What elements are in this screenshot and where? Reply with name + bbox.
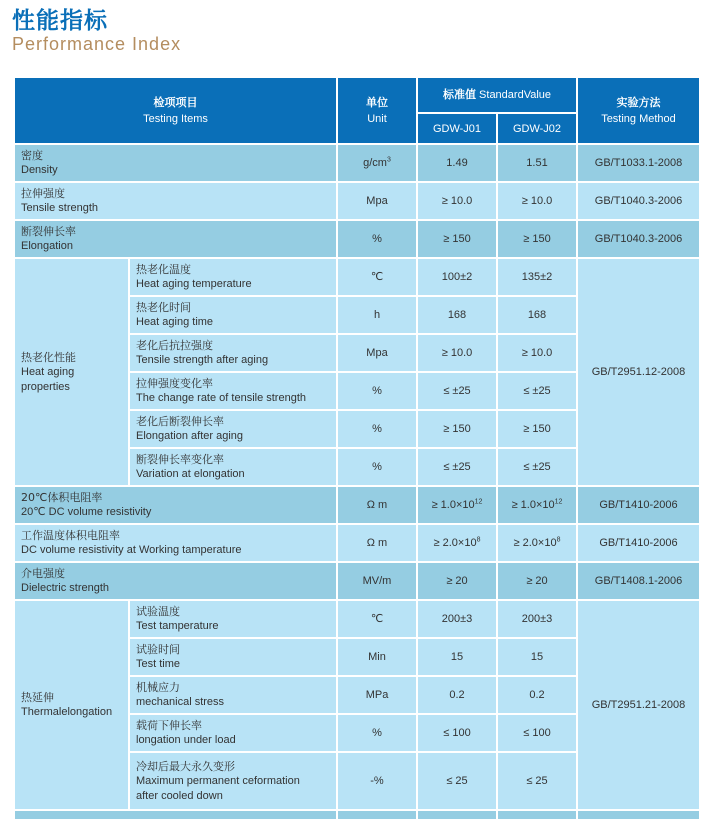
j02-value: ≥ 20 xyxy=(497,562,577,600)
page-title-en: Performance Index xyxy=(12,34,182,54)
sub-item-cn: 冷却后最大永久变形 xyxy=(136,759,235,773)
j02-value: ≥ 150 xyxy=(497,410,577,448)
unit-cell xyxy=(337,144,417,182)
sub-item-en: Heat aging temperature xyxy=(136,278,252,290)
group-cn: 热延伸 xyxy=(21,691,54,704)
sub-item-cn: 机械应力 xyxy=(136,681,180,694)
sub-item-cn: 试验时间 xyxy=(136,643,180,656)
sub-item-label xyxy=(129,410,337,448)
performance-table xyxy=(13,76,701,821)
table-row-test-temperature xyxy=(14,600,700,638)
header-testing-items xyxy=(14,77,337,144)
table-row-resistivity-working xyxy=(14,524,700,562)
j02-value: ≥ 10.0 xyxy=(497,182,577,220)
header-gdw-j01: GDW-J01 xyxy=(417,113,497,144)
item-cn: 密度 xyxy=(21,149,43,162)
j01-value: ≤ ±25 xyxy=(417,372,497,410)
group-cn: 热老化性能 xyxy=(21,350,76,364)
j02-value: ≤ ±25 xyxy=(497,372,577,410)
method-value: GB/T1040.3-2006 xyxy=(577,182,700,220)
j02-value: 15 xyxy=(497,638,577,676)
header-unit-cn: 单位 xyxy=(366,95,388,109)
sub-item-label xyxy=(129,600,337,638)
j01-value: ≤ ±25 xyxy=(417,448,497,486)
item-en: DC volume resistivity at Working tamperature xyxy=(21,544,242,556)
header-method-en: Testing Method xyxy=(601,112,676,125)
table-row-cutoff xyxy=(14,810,700,820)
unit-cell: Min xyxy=(337,638,417,676)
unit-cell: Mpa xyxy=(337,334,417,372)
sub-item-cn: 热老化时间 xyxy=(136,301,191,314)
unit-cell: % xyxy=(337,220,417,258)
unit-cell: -% xyxy=(337,752,417,810)
cutoff-cell xyxy=(577,810,700,820)
table-row-elongation xyxy=(14,220,700,258)
sub-item-label xyxy=(129,372,337,410)
item-cn: 20℃体积电阻率 xyxy=(21,491,103,504)
item-en: Density xyxy=(21,164,58,176)
group-en: Thermalelongation xyxy=(21,706,113,718)
table-row-dielectric xyxy=(14,562,700,600)
sub-item-en-line1: Maximum permanent ceformation xyxy=(136,774,300,787)
sub-item-label xyxy=(129,714,337,752)
item-en: Dielectric strength xyxy=(21,582,110,594)
unit-cell: Ω m xyxy=(337,486,417,524)
sub-item-label xyxy=(129,676,337,714)
item-label xyxy=(14,182,337,220)
page-title-cn: 性能指标 xyxy=(12,8,108,34)
j01-value: 15 xyxy=(417,638,497,676)
item-cn: 断裂伸长率 xyxy=(21,225,76,238)
item-label xyxy=(14,144,337,182)
sub-item-en: Elongation after aging xyxy=(136,430,244,442)
j01-value: ≥ 150 xyxy=(417,220,497,258)
group-label-heat-aging xyxy=(14,258,129,486)
j02-value: 200±3 xyxy=(497,600,577,638)
unit-cell: ℃ xyxy=(337,258,417,296)
unit-cell: % xyxy=(337,448,417,486)
j02-value: ≥ 150 xyxy=(497,220,577,258)
unit-sup: 3 xyxy=(386,156,391,164)
unit-cell: ℃ xyxy=(337,600,417,638)
unit-cell: % xyxy=(337,410,417,448)
sub-item-label xyxy=(129,448,337,486)
j01-exponent: 12 xyxy=(474,498,483,506)
item-en: Elongation xyxy=(21,240,73,252)
j01-value: 100±2 xyxy=(417,258,497,296)
j02-value: ≤ ±25 xyxy=(497,448,577,486)
sub-item-en: Test tamperature xyxy=(136,620,219,632)
j01-value: 1.49 xyxy=(417,144,497,182)
header-standard-cn: 标准值 xyxy=(442,88,476,101)
unit-text: g/cm xyxy=(363,157,387,169)
sub-item-cn: 试验温度 xyxy=(136,605,180,618)
unit-cell: MV/m xyxy=(337,562,417,600)
j01-value: 0.2 xyxy=(417,676,497,714)
j01-value: 168 xyxy=(417,296,497,334)
sub-item-en: Variation at elongation xyxy=(136,468,245,480)
j01-value: ≤ 25 xyxy=(417,752,497,810)
group-label-thermal-elongation xyxy=(14,600,129,810)
table-row-resistivity-20c xyxy=(14,486,700,524)
sub-item-en: Heat aging time xyxy=(136,316,214,328)
j01-value: ≥ 10.0 xyxy=(417,334,497,372)
cutoff-cell xyxy=(497,810,577,820)
cutoff-cell xyxy=(417,810,497,820)
sub-item-cn: 断裂伸长率变化率 xyxy=(136,453,224,466)
header-gdw-j02: GDW-J02 xyxy=(497,113,577,144)
j01-exponent: 8 xyxy=(476,536,481,544)
sub-item-en-line2: after cooled down xyxy=(136,789,223,802)
j02-value: 168 xyxy=(497,296,577,334)
unit-cell: % xyxy=(337,372,417,410)
j02-base: ≥ 2.0×10 xyxy=(513,537,557,549)
method-value: GB/T1410-2006 xyxy=(577,486,700,524)
j02-value: 0.2 xyxy=(497,676,577,714)
unit-cell: MPa xyxy=(337,676,417,714)
sub-item-label xyxy=(129,752,337,810)
sub-item-en: The change rate of tensile strength xyxy=(136,392,306,404)
j02-value: ≥ 10.0 xyxy=(497,334,577,372)
header-method-cn: 实验方法 xyxy=(616,95,661,109)
cutoff-cell xyxy=(14,810,337,820)
method-value: GB/T1410-2006 xyxy=(577,524,700,562)
unit-cell: % xyxy=(337,714,417,752)
item-cn: 拉伸强度 xyxy=(21,187,65,200)
method-value: GB/T1408.1-2006 xyxy=(577,562,700,600)
header-items-en: Testing Items xyxy=(143,112,208,125)
j02-exponent: 8 xyxy=(556,536,561,544)
j02-value xyxy=(497,486,577,524)
header-unit-en: Unit xyxy=(367,112,387,125)
j02-value xyxy=(497,524,577,562)
j02-value: ≤ 25 xyxy=(497,752,577,810)
sub-item-cn: 老化后抗拉强度 xyxy=(136,339,213,352)
sub-item-cn: 拉伸强度变化率 xyxy=(136,377,213,390)
header-standard-value xyxy=(417,77,577,113)
sub-item-en: Tensile strength after aging xyxy=(136,354,269,366)
method-value: GB/T2951.21-2008 xyxy=(577,600,700,810)
method-value: GB/T2951.12-2008 xyxy=(577,258,700,486)
item-label xyxy=(14,486,337,524)
j02-value: 1.51 xyxy=(497,144,577,182)
table-row-density xyxy=(14,144,700,182)
cutoff-cell xyxy=(337,810,417,820)
method-value: GB/T1040.3-2006 xyxy=(577,220,700,258)
group-en-line1: Heat aging xyxy=(21,365,75,378)
sub-item-cn: 载荷下伸长率 xyxy=(136,719,202,732)
method-value: GB/T1033.1-2008 xyxy=(577,144,700,182)
j02-exponent: 12 xyxy=(554,498,563,506)
header-unit xyxy=(337,77,417,144)
header-testing-method xyxy=(577,77,700,144)
j01-value: 200±3 xyxy=(417,600,497,638)
sub-item-label xyxy=(129,334,337,372)
j01-value: ≤ 100 xyxy=(417,714,497,752)
j01-value: ≥ 10.0 xyxy=(417,182,497,220)
sub-item-cn: 老化后断裂伸长率 xyxy=(136,415,224,428)
sub-item-label xyxy=(129,296,337,334)
item-en: Tensile strength xyxy=(21,202,99,214)
j02-value: ≤ 100 xyxy=(497,714,577,752)
sub-item-label xyxy=(129,258,337,296)
j02-value: 135±2 xyxy=(497,258,577,296)
j01-value: ≥ 20 xyxy=(417,562,497,600)
unit-cell: h xyxy=(337,296,417,334)
unit-cell: Ω m xyxy=(337,524,417,562)
j01-value xyxy=(417,486,497,524)
item-cn: 介电强度 xyxy=(21,567,65,580)
sub-item-en: longation under load xyxy=(136,734,236,746)
j01-value: ≥ 150 xyxy=(417,410,497,448)
sub-item-en: Test time xyxy=(136,658,181,670)
j01-base: ≥ 2.0×10 xyxy=(433,537,477,549)
sub-item-en: mechanical stress xyxy=(136,696,225,708)
table-row-heat-aging-temp xyxy=(14,258,700,296)
item-label xyxy=(14,524,337,562)
unit-cell: Mpa xyxy=(337,182,417,220)
sub-item-label xyxy=(129,638,337,676)
j01-value xyxy=(417,524,497,562)
j01-base: ≥ 1.0×10 xyxy=(431,499,475,511)
header-items-cn: 检项项目 xyxy=(153,95,198,109)
item-label xyxy=(14,562,337,600)
item-en: 20℃ DC volume resistivity xyxy=(21,506,152,518)
table-row-tensile xyxy=(14,182,700,220)
header-standard-en: StandardValue xyxy=(479,89,552,101)
sub-item-cn: 热老化温度 xyxy=(136,263,191,276)
group-en-line2: properties xyxy=(21,380,70,393)
j02-base: ≥ 1.0×10 xyxy=(511,499,555,511)
item-cn: 工作温度体积电阻率 xyxy=(21,529,120,542)
item-label xyxy=(14,220,337,258)
